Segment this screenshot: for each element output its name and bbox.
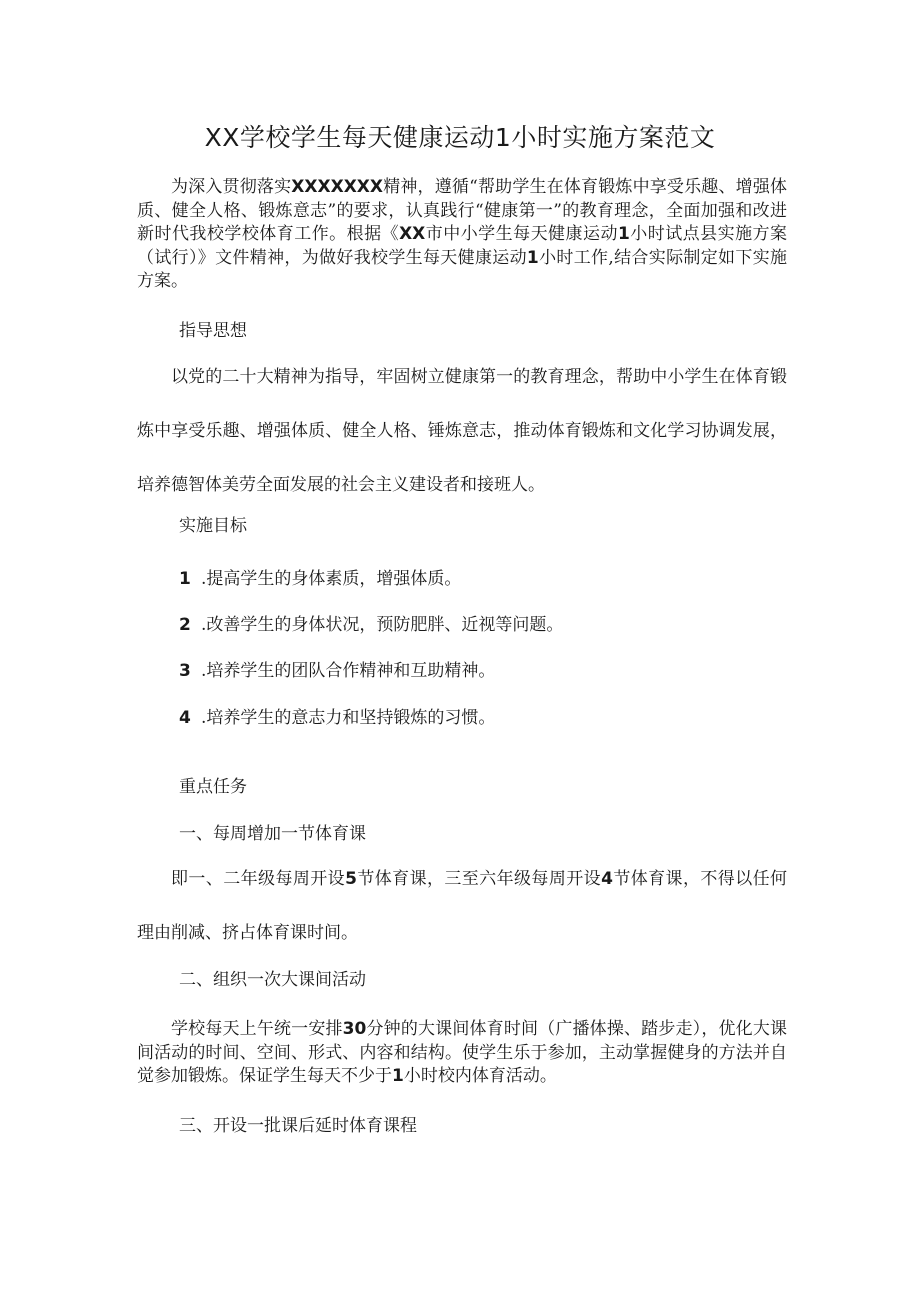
task2-paragraph <box>137 1018 787 1089</box>
intro-text-4: 小时试点县实施方案（试行）》文件精神，为做好我校学生每天健康运动 <box>137 224 788 268</box>
intro-text-3: 市中小学生每天健康运动 <box>425 224 618 244</box>
intro-text-1: 为深入贯彻落实 <box>171 177 292 197</box>
task1-text-2: 节体育课，三至六年级每周开设 <box>356 869 602 889</box>
task1-heading: 一、每周增加一节体育课 <box>179 824 366 844</box>
goal-text: .改善学生的身体状况，预防肥胖、近视等问题。 <box>201 615 564 635</box>
task2-text-2: 分钟的大课间体育时间（广播体操、踏步走），优化大课间活动的时间、空间、形式、内容和结构。使学生乐于参加，主动掌握健身的方法并自觉参加锻炼。保证学生每天不少于 <box>137 1019 788 1086</box>
document-title: XX学校学生每天健康运动1小时实施方案范文 <box>204 123 716 152</box>
goal-item <box>179 656 495 681</box>
tasks-heading: 重点任务 <box>179 777 247 797</box>
task1-bold-2: 4 <box>601 869 613 889</box>
goal-number: 3 <box>179 661 191 681</box>
task1-paragraph <box>137 852 787 960</box>
task1-bold-1: 5 <box>345 869 357 889</box>
intro-bold-3: 1 <box>617 224 630 244</box>
task2-bold-2: 1 <box>392 1066 404 1086</box>
goal-text: .培养学生的团队合作精神和互助精神。 <box>201 661 496 681</box>
task2-bold-1: 30 <box>342 1019 367 1039</box>
goal-number: 4 <box>179 708 191 728</box>
goal-item <box>179 564 461 589</box>
task2-heading: 二、组织一次大课间活动 <box>179 970 366 990</box>
guiding-paragraph: 以党的二十大精神为指导，牢固树立健康第一的教育理念，帮助中小学生在体育锻炼中享受乐趣、增强体质、健全人格、锤炼意志，推动体育锻炼和文化学习协调发展，培养德智体美劳全面发展的社会主义建设者和接班人。 <box>137 367 787 495</box>
task3-heading: 三、开设一批课后延时体育课程 <box>179 1116 417 1136</box>
task2-text-3: 小时校内体育活动。 <box>403 1066 557 1086</box>
intro-bold-2: XX <box>399 224 426 244</box>
goal-text: .提高学生的身体素质，增强体质。 <box>201 569 462 589</box>
guiding-heading: 指导思想 <box>179 321 247 341</box>
task1-text-1: 即一、二年级每周开设 <box>171 869 346 889</box>
intro-text-2: 精神，遵循“帮助学生在体育锻炼中享受乐趣、增强体质、健全人格、锻炼意志”的要求，认真践行“健康第一”的教育理念，全面加强和改进新时代我校学校体育工作。根据《 <box>137 177 787 244</box>
intro-bold-4: 1 <box>526 247 539 268</box>
goal-text: .培养学生的意志力和坚持锻炼的习惯。 <box>201 708 496 728</box>
goal-number: 1 <box>179 569 191 589</box>
intro-paragraph <box>137 176 787 294</box>
intro-bold-1: XXXXXXX <box>291 177 384 197</box>
goal-item <box>179 610 563 635</box>
task1-text-3: 节体育课，不得以任何理由削减、挤占体育课时间。 <box>137 869 788 943</box>
goals-heading: 实施目标 <box>179 516 247 536</box>
goal-item <box>179 703 495 728</box>
task2-text-1: 学校每天上午统一安排 <box>171 1019 343 1039</box>
intro-text-5: 小时工作,结合实际制定如下实施方案。 <box>137 247 788 291</box>
goal-number: 2 <box>179 615 191 635</box>
